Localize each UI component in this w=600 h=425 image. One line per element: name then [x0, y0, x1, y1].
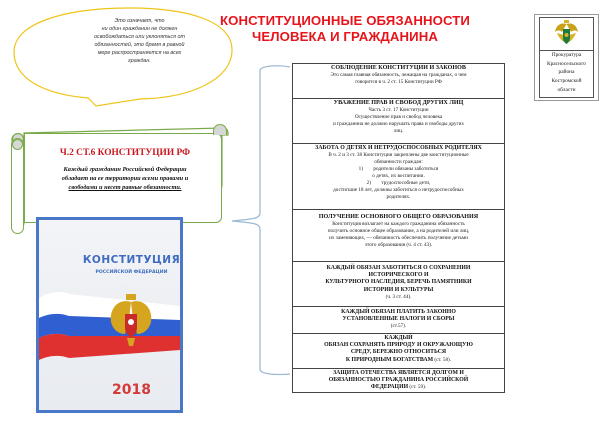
- bubble-text: [72, 17, 207, 65]
- duty-text: и гражданина не должно нарушать права и свободы других: [332, 121, 465, 128]
- duty-row: [293, 369, 504, 393]
- duty-text: Конституция возлагает на каждого гражданина обязанность: [332, 221, 465, 228]
- scroll-body-line: обладает на ее территории всеми правами и: [61, 175, 189, 182]
- duty-heading: КАЖДЫЙ: [384, 335, 413, 341]
- duty-text: лиц.: [393, 127, 404, 134]
- scroll-body-line: свободами и несет равные обязанности.: [68, 184, 182, 191]
- duty-text: В ч. 2 и 3 ст. 38 Конституции закреплены две конституционные: [328, 152, 469, 159]
- book-year: 2018: [112, 382, 151, 398]
- bubble-line: Это означает, что: [114, 18, 165, 24]
- prosecutor-line: района: [558, 69, 575, 76]
- duty-text: их заменяющих, — обязанность обеспечить получение детьми: [329, 235, 468, 242]
- duty-text: родителях.: [386, 193, 411, 200]
- curly-brace-connector: [230, 55, 292, 395]
- duty-article-ref: (ч. 3 ст. 44).: [385, 293, 412, 300]
- duty-row: [293, 144, 504, 210]
- duty-row: [293, 99, 504, 144]
- duty-text: Это самая главная обязанность, лежащая на гражданах, о чем: [330, 72, 467, 79]
- duty-article-ref: (ст.57).: [390, 323, 407, 330]
- book-cover-inner: [39, 220, 180, 410]
- duty-text: говорится в ч. 2 ст. 15 Конституции РФ: [355, 79, 442, 86]
- duty-heading: УВАЖЕНИЕ ПРАВ И СВОБОД ДРУГИХ ЛИЦ: [333, 100, 464, 106]
- bubble-line: ни один гражданин не должен: [101, 26, 178, 32]
- duty-heading: ИСТОРИИ И КУЛЬТУРЫ: [363, 286, 434, 293]
- scroll-right-roll-side: [221, 129, 227, 135]
- duty-heading: СРЕДУ, БЕРЕЖНО ОТНОСИТЬСЯ: [350, 349, 447, 356]
- duty-heading: ЗАЩИТА ОТЕЧЕСТВА ЯВЛЯЕТСЯ ДОЛГОМ И: [333, 370, 464, 376]
- duty-heading: ОБЯЗАННОСТЬЮ ГРАЖДАНИНА РОССИЙСКОЙ: [328, 377, 469, 384]
- duty-article-ref: (ст. 58).: [434, 356, 452, 363]
- book-subtitle: РОССИЙСКОЙ ФЕДЕРАЦИИ: [95, 270, 168, 275]
- bubble-line: обязанностей, это бремя в равной: [94, 42, 185, 48]
- page-title: [200, 13, 490, 45]
- scroll-body: [38, 165, 212, 192]
- duty-heading: КУЛЬТУРНОГО НАСЛЕДИЯ, БЕРЕЧЬ ПАМЯТНИКИ: [325, 279, 472, 286]
- duty-heading: ФЕДЕРАЦИИ: [370, 384, 409, 391]
- prosecutor-emblem-icon: [540, 18, 593, 48]
- duty-heading: КАЖДЫЙ ОБЯЗАН ПЛАТИТЬ ЗАКОННО: [341, 309, 456, 315]
- duty-text: Осуществление прав и свобод человека: [354, 114, 443, 121]
- prosecutor-line: Прокуратура: [551, 52, 582, 58]
- scroll-body-line: Каждый гражданин Российской Федерации: [63, 166, 187, 173]
- prosecutor-office-name: [540, 51, 593, 95]
- duty-text: о детях, их воспитании.: [372, 172, 425, 179]
- duty-list-item: 2) трудоспособные дети,: [366, 179, 431, 186]
- duty-heading: К ПРИРОДНЫМ БОГАТСТВАМ: [345, 356, 434, 363]
- duty-heading: ПОЛУЧЕНИЕ ОСНОВНОГО ОБЩЕГО ОБРАЗОВАНИЯ: [318, 214, 479, 220]
- duty-article-ref: (ст. 59).: [409, 384, 427, 391]
- prosecutor-line: Костромской: [551, 78, 582, 85]
- scroll-heading: Ч.2 СТ.6 КОНСТИТУЦИИ РФ: [59, 148, 191, 158]
- prosecutor-line: области: [557, 86, 576, 93]
- duties-table: [292, 63, 505, 393]
- duty-list-item: 1) родители обязаны заботиться: [358, 166, 439, 173]
- duty-text: этого образования (ч. 4 ст. 43).: [364, 241, 433, 248]
- book-title: КОНСТИТУЦИЯ: [82, 254, 180, 266]
- duty-row: [293, 64, 504, 99]
- duty-row: [293, 210, 504, 262]
- duty-heading: УСТАНОВЛЕННЫЕ НАЛОГИ И СБОРЫ: [342, 316, 455, 323]
- duty-text: достигшие 18 лет, должны заботиться о нетрудоспособных: [333, 186, 464, 193]
- duty-text: Часть 3 ст. 17 Конституции: [368, 107, 429, 114]
- duty-heading: ИСТОРИЧЕСКОГО И: [368, 272, 429, 279]
- title-line-2: ЧЕЛОВЕКА И ГРАЖДАНИНА: [252, 29, 438, 44]
- bubble-line: граждан.: [128, 58, 151, 64]
- bubble-line: мере распространяется на всех: [97, 50, 182, 56]
- duty-row: [293, 334, 504, 369]
- prosecutor-line: Красносельского: [547, 60, 586, 67]
- title-line-1: КОНСТИТУЦИОННЫЕ ОБЯЗАННОСТИ: [219, 13, 470, 28]
- duty-heading: ОБЯЗАН СОХРАНЯТЬ ПРИРОДУ И ОКРУЖАЮЩУЮ: [324, 342, 473, 349]
- duty-row: [293, 262, 504, 307]
- bubble-line: освобождаться или уклоняться от: [94, 34, 185, 40]
- constitution-book-cover: [36, 217, 183, 413]
- duty-text: обязанности граждан:: [374, 159, 423, 166]
- duty-heading: СОБЛЮДЕНИЕ КОНСТИТУЦИИ И ЗАКОНОВ: [331, 65, 466, 71]
- duty-heading: ЗАБОТА О ДЕТЯХ И НЕТРУДОСПОСОБНЫХ РОДИТЕЛЯХ: [315, 145, 482, 151]
- russian-flag-icon: [39, 280, 180, 380]
- duty-row: [293, 307, 504, 334]
- duty-heading: КАЖДЫЙ ОБЯЗАН ЗАБОТИТЬСЯ О СОХРАНЕНИИ: [326, 265, 471, 271]
- duty-text: получить основное общее образование, а на родителей или лиц,: [327, 228, 470, 235]
